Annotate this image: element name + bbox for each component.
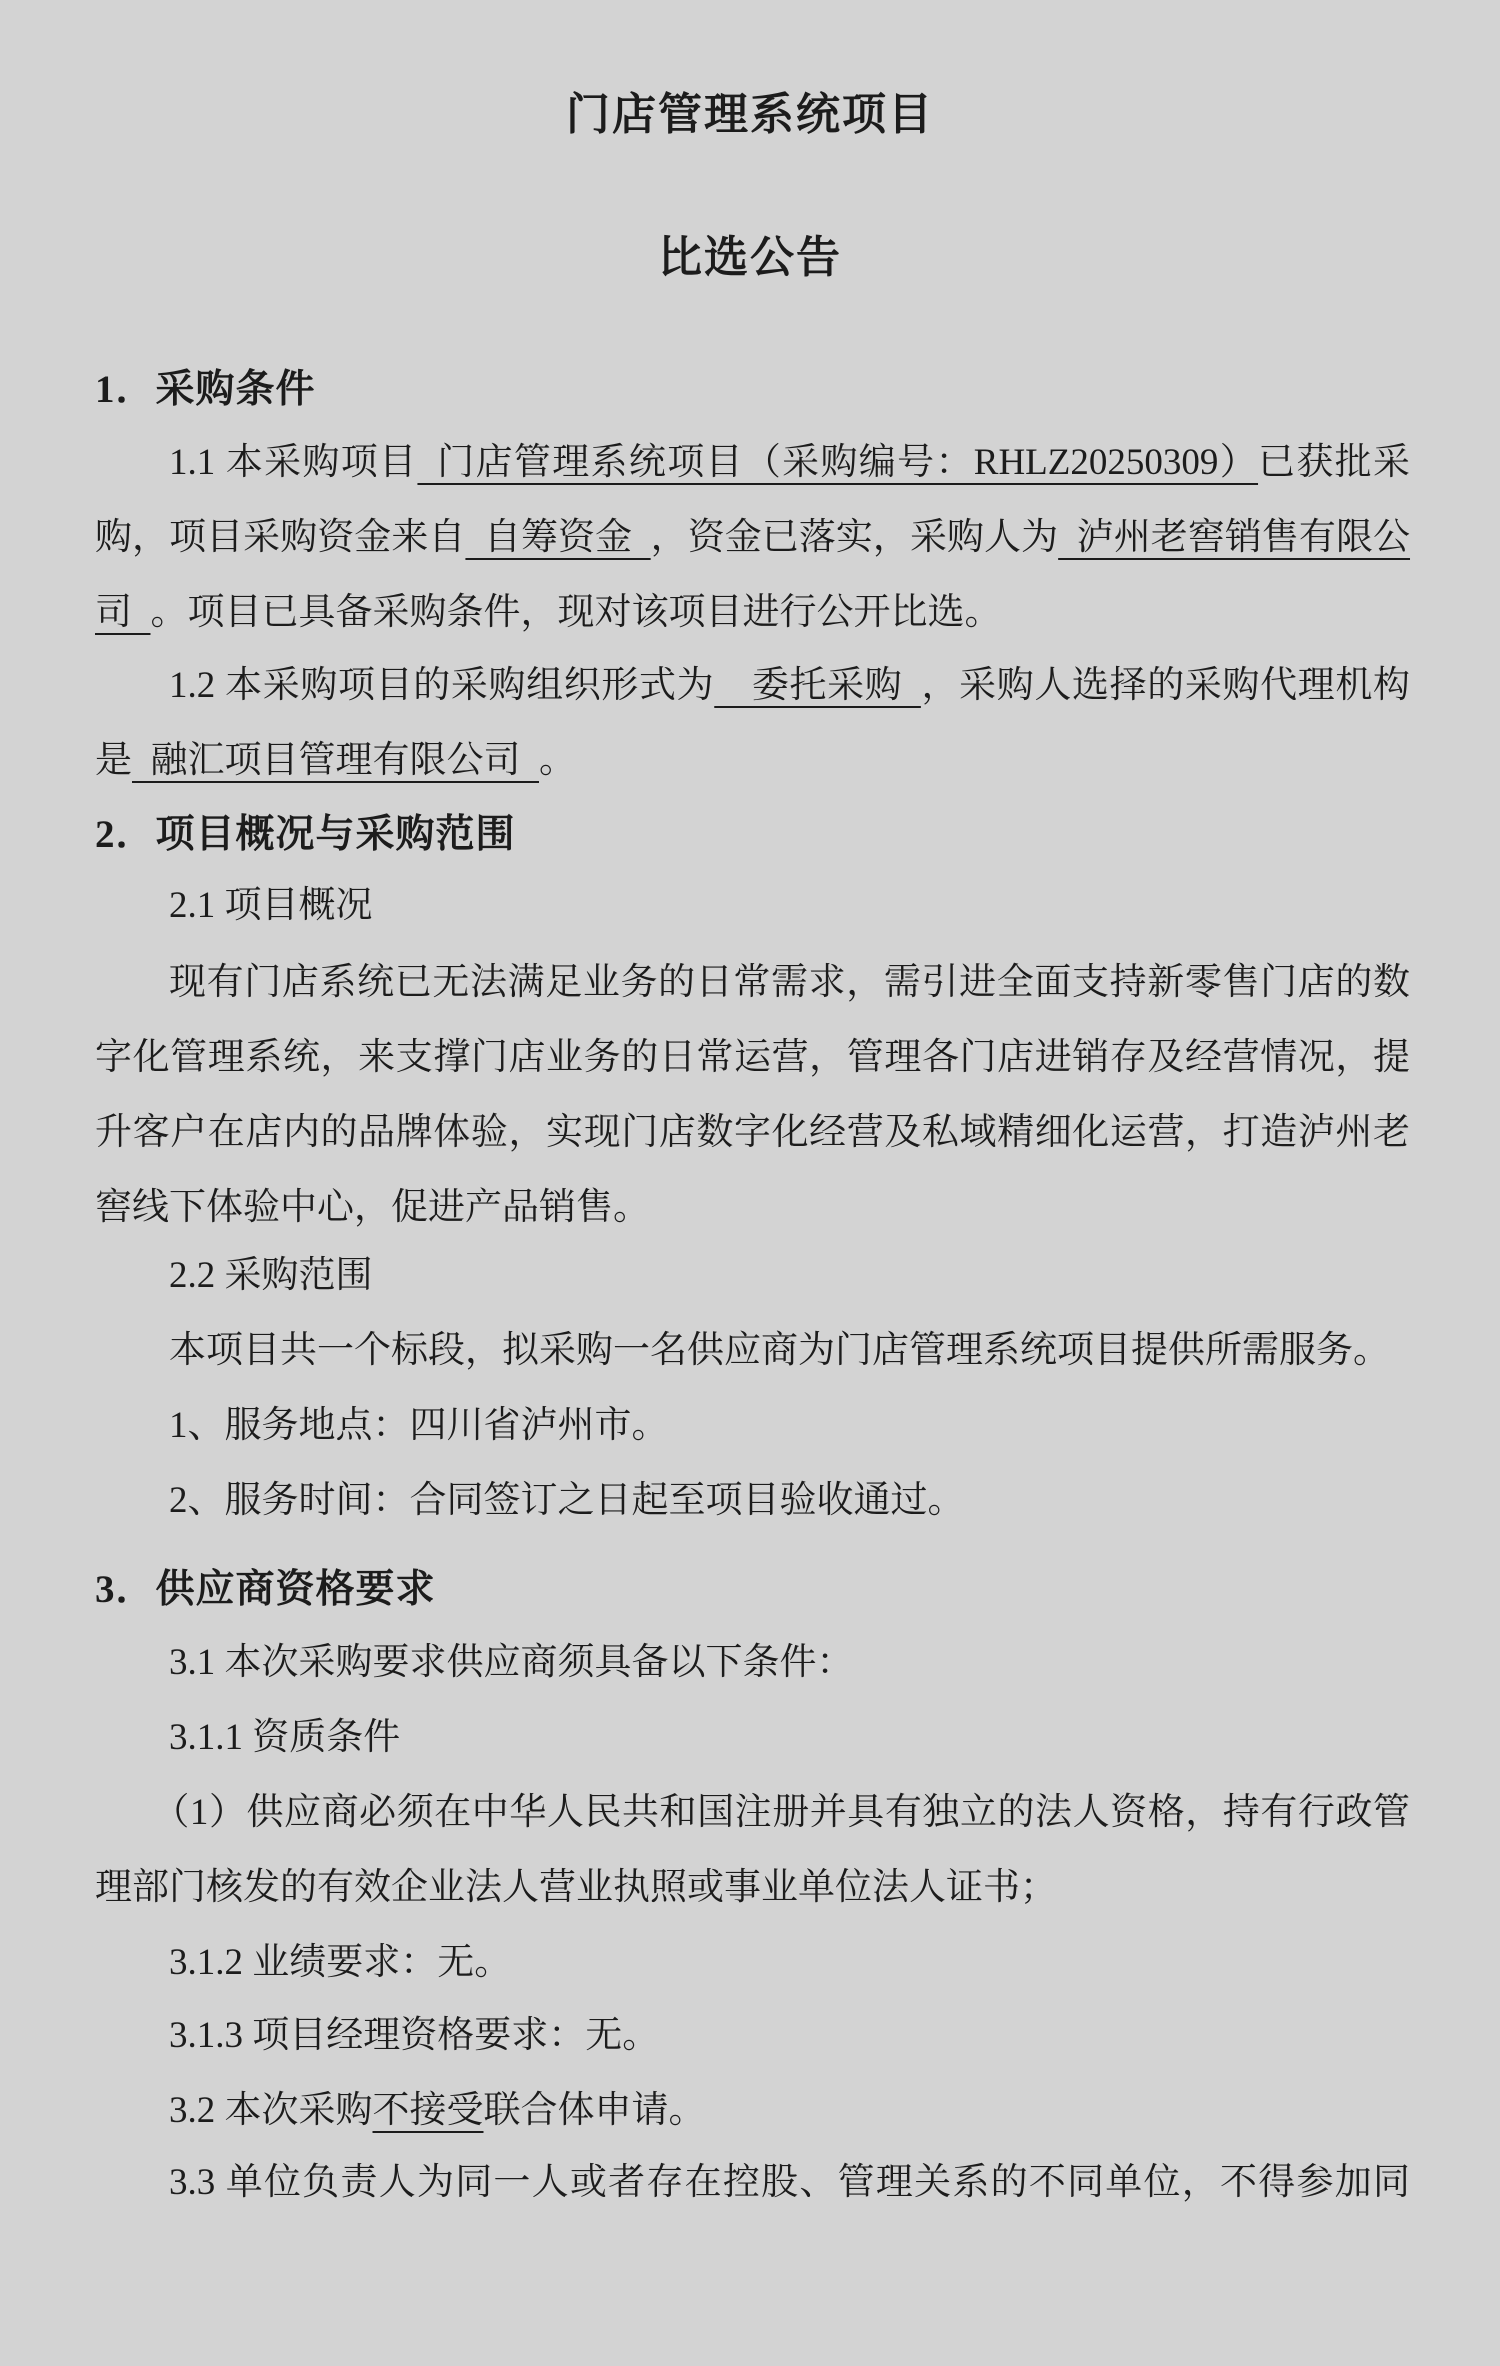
clause-3-1-1-heading: 3.1.1 资质条件: [169, 1717, 401, 1758]
clause-3-1-2: 3.1.2 业绩要求：无。: [169, 1942, 512, 1983]
clause-1-2-text-2: ，采购人选择的采购代理机构是: [95, 665, 1410, 781]
clause-1-2-text-1: 1.2 本采购项目的采购组织形式为: [169, 665, 715, 706]
document-title: 门店管理系统项目: [566, 90, 934, 139]
underline-purchaser-name: 泸州老窖销售有限公司: [95, 517, 1411, 633]
clause-1-2: [95, 648, 1410, 798]
clause-3-2-text-2: 联合体申请。: [483, 2090, 706, 2131]
qualification-item-1: （1）供应商必须在中华人民共和国注册并具有独立的法人资格，持有行政管理部门核发的有效企业法人营业执照或事业单位法人证书；: [95, 1792, 1410, 1908]
underline-organization-form: 委托采购: [714, 665, 921, 706]
clause-3-2: [95, 2073, 1410, 2148]
underline-fund-source: 自筹资金: [465, 517, 651, 558]
section-3-heading: 3．供应商资格要求: [95, 1568, 436, 1611]
clause-3-1: 3.1 本次采购要求供应商须具备以下条件：: [169, 1642, 854, 1683]
service-location-item: 1、服务地点：四川省泸州市。: [169, 1405, 669, 1446]
service-time-item: 2、服务时间：合同签订之日起至项目验收通过。: [169, 1480, 965, 1521]
clause-1-1-text-2: 已获批采购，项目采购资金来自: [95, 442, 1410, 558]
clause-1-1-text-3: ，资金已落实，采购人为: [650, 517, 1059, 558]
document-subtitle: 比选公告: [658, 233, 842, 282]
clause-1-2-text-3: 。: [539, 740, 576, 781]
scope-paragraph: 本项目共一个标段，拟采购一名供应商为门店管理系统项目提供所需服务。: [169, 1330, 1390, 1371]
clause-1-1-text-4: 。项目已具备采购条件，现对该项目进行公开比选。: [150, 592, 1002, 633]
clause-3-3: 3.3 单位负责人为同一人或者存在控股、管理关系的不同单位，不得参加同: [169, 2162, 1410, 2203]
clause-3-1-3: 3.1.3 项目经理资格要求：无。: [169, 2015, 660, 2056]
project-overview-paragraph: 现有门店系统已无法满足业务的日常需求，需引进全面支持新零售门店的数字化管理系统，来支撑门店业务的日常运营，管理各门店进销存及经营情况，提升客户在店内的品牌体验，实现门店数字化经营及私域精细化运营，打造泸州老窖线下体验中心，促进产品销售。: [95, 962, 1410, 1228]
section-1-heading: 1．采购条件: [95, 368, 316, 411]
underline-agency-name: 融汇项目管理有限公司: [132, 740, 539, 781]
underline-no-consortium: 不接受: [372, 2090, 484, 2131]
clause-1-1: [95, 425, 1410, 650]
clause-1-1-text-1: 1.1 本采购项目: [169, 442, 418, 483]
clause-2-2-heading: 2.2 采购范围: [169, 1255, 373, 1296]
clause-3-2-text-1: 3.2 本次采购: [169, 2090, 373, 2131]
underline-project-name: 门店管理系统项目（采购编号：RHLZ20250309）: [417, 442, 1259, 483]
section-2-heading: 2．项目概况与采购范围: [95, 813, 516, 856]
clause-2-1-heading: 2.1 项目概况: [169, 885, 373, 926]
